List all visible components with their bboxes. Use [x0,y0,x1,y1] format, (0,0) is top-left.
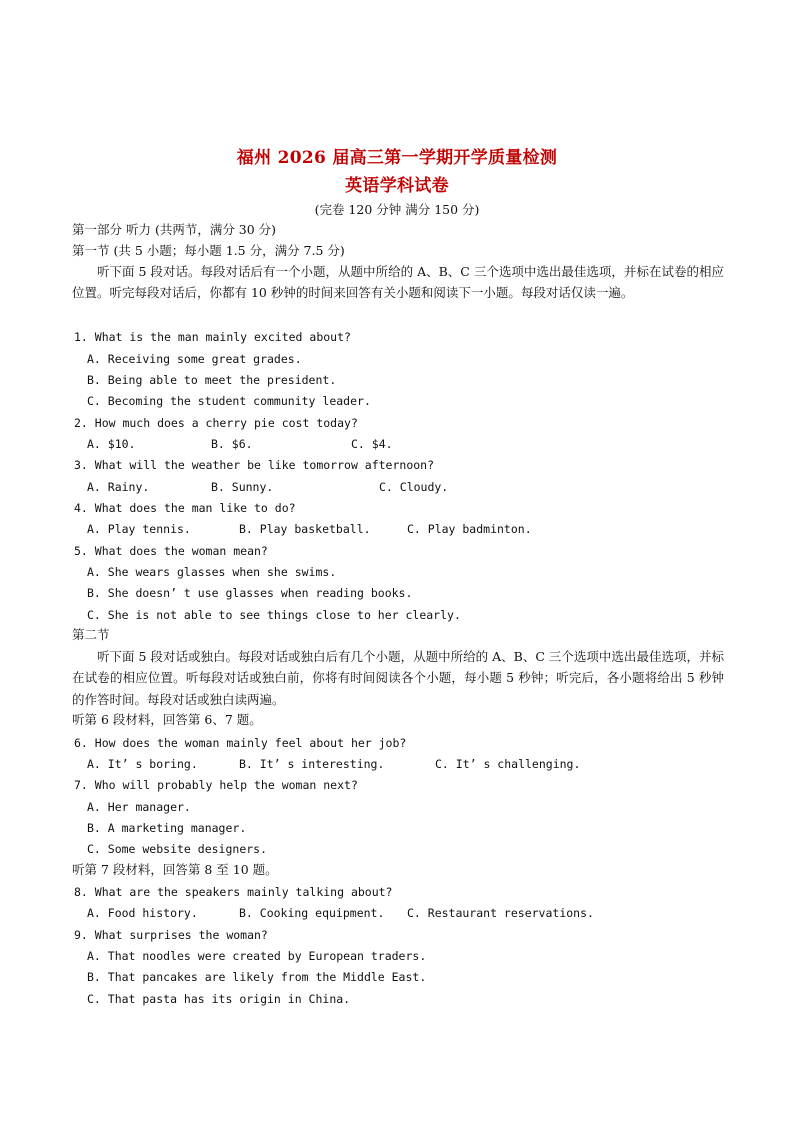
q4-option-c: C. Play badminton. [407,522,532,536]
q3-option-c: C. Cloudy. [379,480,449,494]
material-6-heading: 听第 6 段材料，回答第 6、7 题。 [72,712,262,727]
exam-subject-title: 英语学科试卷 [345,176,449,196]
q2-option-c: C. $4. [351,437,393,451]
q7-option-a: A. Her manager. [87,800,191,814]
question-3: 3. What will the weather be like tomorrow afternoon? [74,458,435,472]
q3-option-b: B. Sunny. [211,480,274,494]
question-2: 2. How much does a cherry pie cost today? [74,416,358,430]
question-1: 1. What is the man mainly excited about? [74,330,351,344]
q5-option-a: A. She wears glasses when she swims. [87,565,337,579]
section2-instructions: 听下面 5 段对话或独白。每段对话或独白后有几个小题，从题中所给的 A、B、C 三个选项中选出最佳选项，并标在试卷的相应位置。听每段对话或独白前，你将有时间阅读各个小题，每小题 5 秒钟；听完后，各小题将给出 5 秒钟的作答时间。每段对话或独白读两遍。 [72,649,724,707]
q2-option-a: A. $10. [87,437,136,451]
q1-option-c: C. Becoming the student community leader. [87,394,371,408]
q2-option-b: B. $6. [211,437,253,451]
q9-option-c: C. That pasta has its origin in China. [87,992,351,1006]
q5-option-b: B. She doesn’ t use glasses when reading books. [87,586,413,600]
q6-option-a: A. It’ s boring. [87,757,198,771]
section2-heading: 第二节 [72,627,110,642]
section1-heading: 第一节 (共 5 小题；每小题 1.5 分，满分 7.5 分) [72,243,345,258]
q7-option-c: C. Some website designers. [87,842,268,856]
q3-option-a: A. Rainy. [87,480,150,494]
exam-title: 福州 2026 届高三第一学期开学质量检测 [236,148,558,168]
question-4: 4. What does the man like to do? [74,501,296,515]
q8-option-c: C. Restaurant reservations. [407,906,594,920]
q5-option-c: C. She is not able to see things close to her clearly. [87,608,461,622]
question-8: 8. What are the speakers mainly talking about? [74,885,393,899]
q9-option-a: A. That noodles were created by European traders. [87,949,427,963]
q1-option-b: B. Being able to meet the president. [87,373,337,387]
q6-option-b: B. It’ s interesting. [239,757,385,771]
question-5: 5. What does the woman mean? [74,544,268,558]
exam-info: (完卷 120 分钟 满分 150 分) [314,202,480,217]
q6-option-c: C. It’ s challenging. [435,757,581,771]
question-9: 9. What surprises the woman? [74,928,268,942]
q1-option-a: A. Receiving some great grades. [87,352,302,366]
q4-option-a: A. Play tennis. [87,522,191,536]
question-6: 6. How does the woman mainly feel about her job? [74,736,407,750]
material-7-heading: 听第 7 段材料，回答第 8 至 10 题。 [72,862,278,877]
q8-option-b: B. Cooking equipment. [239,906,385,920]
q8-option-a: A. Food history. [87,906,198,920]
q7-option-b: B. A marketing manager. [87,821,247,835]
question-7: 7. Who will probably help the woman next? [74,778,358,792]
part1-heading: 第一部分 听力 (共两节，满分 30 分) [72,222,277,237]
q4-option-b: B. Play basketball. [239,522,371,536]
section1-instructions: 听下面 5 段对话。每段对话后有一个小题，从题中所给的 A、B、C 三个选项中选出最佳选项，并标在试卷的相应位置。听完每段对话后，你都有 10 秒钟的时间来回答有关小题和阅读下一小题。每段对话仅读一遍。 [72,264,724,301]
q9-option-b: B. That pancakes are likely from the Middle East. [87,970,427,984]
